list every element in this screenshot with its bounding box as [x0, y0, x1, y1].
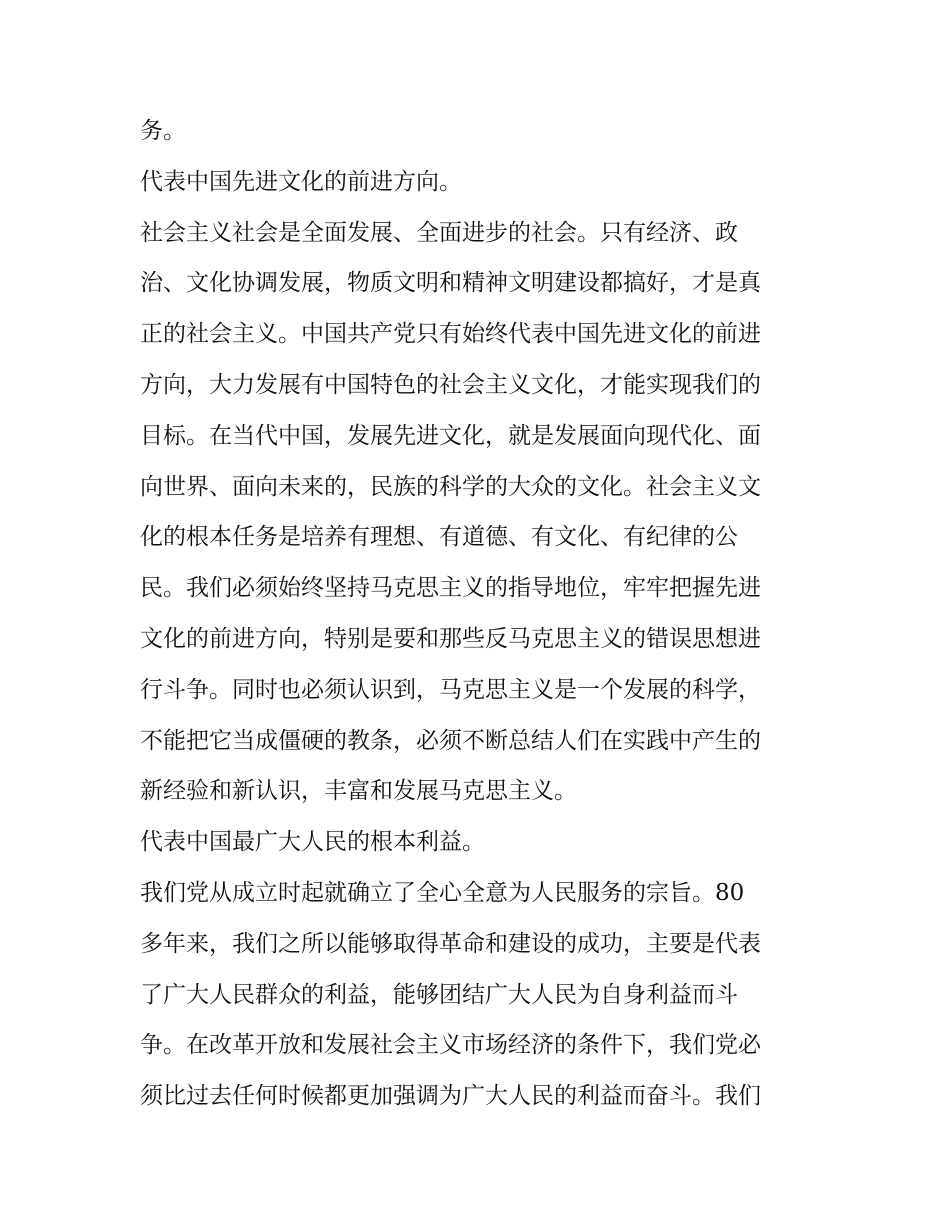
text-line: 方向，大力发展有中国特色的社会主义文化，才能实现我们的	[140, 371, 761, 398]
text-line: 争。在改革开放和发展社会主义市场经济的条件下，我们党必	[140, 1032, 761, 1059]
text-line: 须比过去任何时候都更加强调为广大人民的利益而奋斗。我们	[140, 1083, 761, 1110]
section-heading: 代表中国先进文化的前进方向。	[140, 168, 462, 195]
text-line: 我们党从成立时起就确立了全心全意为人民服务的宗旨。80	[140, 879, 745, 906]
text-line: 社会主义社会是全面发展、全面进步的社会。只有经济、政	[140, 219, 738, 246]
text-line: 新经验和新认识，丰富和发展马克思主义。	[140, 778, 577, 805]
text-line: 不能把它当成僵硬的教条，必须不断总结人们在实践中产生的	[140, 727, 761, 754]
text-line: 行斗争。同时也必须认识到，马克思主义是一个发展的科学，	[140, 676, 761, 703]
section-heading: 代表中国最广大人民的根本利益。	[140, 829, 485, 856]
text-line: 向世界、面向未来的，民族的科学的大众的文化。社会主义文	[140, 473, 761, 500]
text-line: 民。我们必须始终坚持马克思主义的指导地位，牢牢把握先进	[140, 575, 761, 602]
text-line: 正的社会主义。中国共产党只有始终代表中国先进文化的前进	[140, 321, 761, 348]
text-line: 了广大人民群众的利益，能够团结广大人民为自身利益而斗	[140, 981, 738, 1008]
text-line: 目标。在当代中国，发展先进文化，就是发展面向现代化、面	[140, 422, 761, 449]
text-line: 务。	[140, 118, 186, 144]
body-text	[140, 106, 820, 1122]
text-line: 化的根本任务是培养有理想、有道德、有文化、有纪律的公	[140, 524, 738, 551]
text-line: 治、文化协调发展，物质文明和精神文明建设都搞好，才是真	[140, 270, 761, 297]
text-line: 多年来，我们之所以能够取得革命和建设的成功，主要是代表	[140, 930, 761, 957]
text-line: 文化的前进方向，特别是要和那些反马克思主义的错误思想进	[140, 625, 761, 652]
